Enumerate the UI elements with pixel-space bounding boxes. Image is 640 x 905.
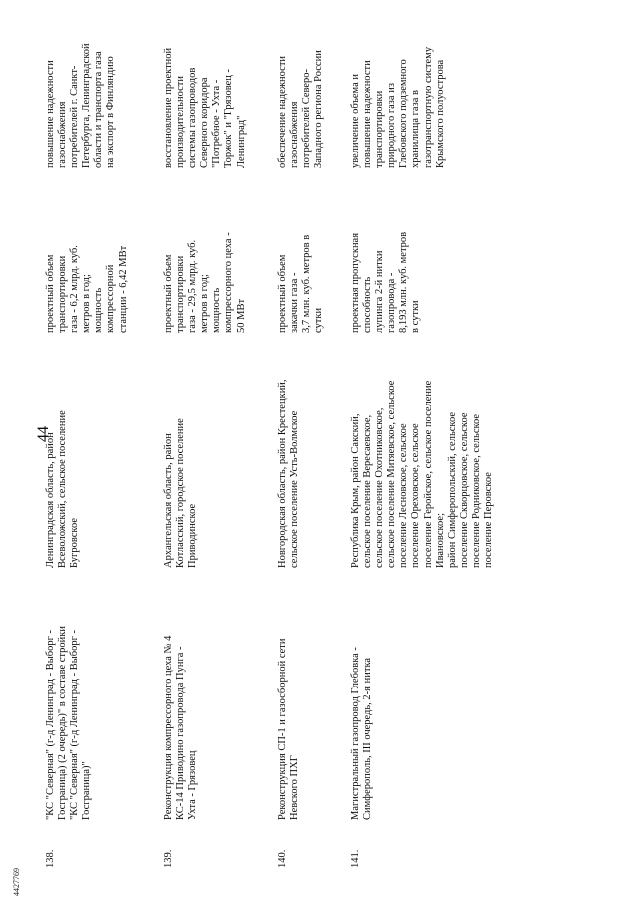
project-name: Реконструкция компрессорного цеха № 4 КС-14 Приводино газопровода Пунга - Ухта - Грязовец [163, 635, 199, 820]
project-name: Реконструкция СП-1 и газосборной сети Невского ПХГ [277, 638, 301, 820]
project-location: Ленинградская область, район Всеволожский, сельское поселение Бугровское [45, 410, 81, 568]
project-capacity: проектный объем транспортировки газа - 6,2 млрд. куб. метров в год; мощность компрессорной станции - 6,42 МВт [45, 245, 129, 333]
row-number: 141. [350, 849, 361, 868]
project-capacity: проектный объем закачки газа - 3,7 млн. куб. метров в сутки [277, 234, 325, 333]
projects-table [45, 8, 545, 868]
project-purpose: повышение надежности газоснабжения потребителей г. Санкт- Петербурга, Ленинградской области и транспорта газа на экспорт в Финляндию [45, 43, 117, 168]
project-purpose: восстановление проектной производительности системы газопроводов Северного коридора "Потребное - Ухта - Торжок" и "Грязовец - Ленинград" [163, 47, 247, 168]
row-number: 139. [163, 849, 174, 868]
project-purpose: увеличение объема и повышение надежности транспортировки природного газа из Глебовского подземного хранилища газа в газотранспортную систему Крымского полуострова [350, 46, 446, 168]
project-location: Архангельская область, район Котласский, городское поселение Приводинское [163, 418, 199, 568]
project-location: Республика Крым, район Сакский, сельское поселение Вересаевское, сельское поселение Охотниковское, сельское поселение Митяевское, сельское поселение Лесновское, сельское поселение Ореховское, сельское поселение Геройское, сельское поселение Ивановское; район Симферопольский, сельское поселение Скворцовское, сельское поселение Родниковское, сельское поселение Перовское [350, 380, 495, 568]
project-capacity: проектная пропускная способность лупинга 2-й нитки газопровода - 8,193 млн. куб. метров в сутки [350, 231, 422, 333]
project-location: Новгородская область, район Крестецкий, сельское поселение Усть-Волмское [277, 379, 301, 568]
row-number: 138. [45, 849, 56, 868]
project-purpose: обеспечение надежности газоснабжения потребителей Северо- Западного региона России [277, 50, 325, 168]
footer-code: 4427769 [12, 868, 21, 896]
project-name: "КС "Северная" (г-д Ленинград - Выборг - Госграница) (2 очередь)" в составе стройки "КС "Северная" (г-д Ленинград - Выборг - Госграница)" [45, 626, 93, 820]
row-number: 140. [277, 849, 288, 868]
page-number: 44 [35, 426, 52, 442]
project-capacity: проектный объем транспортировки газа - 29,5 млрд. куб. метров в год; мощность компрессорного цеха - 50 МВт [163, 232, 247, 333]
project-name: Магистральный газопровод Глебовка - Симферополь, III очередь, 2-я нитка [350, 647, 374, 820]
